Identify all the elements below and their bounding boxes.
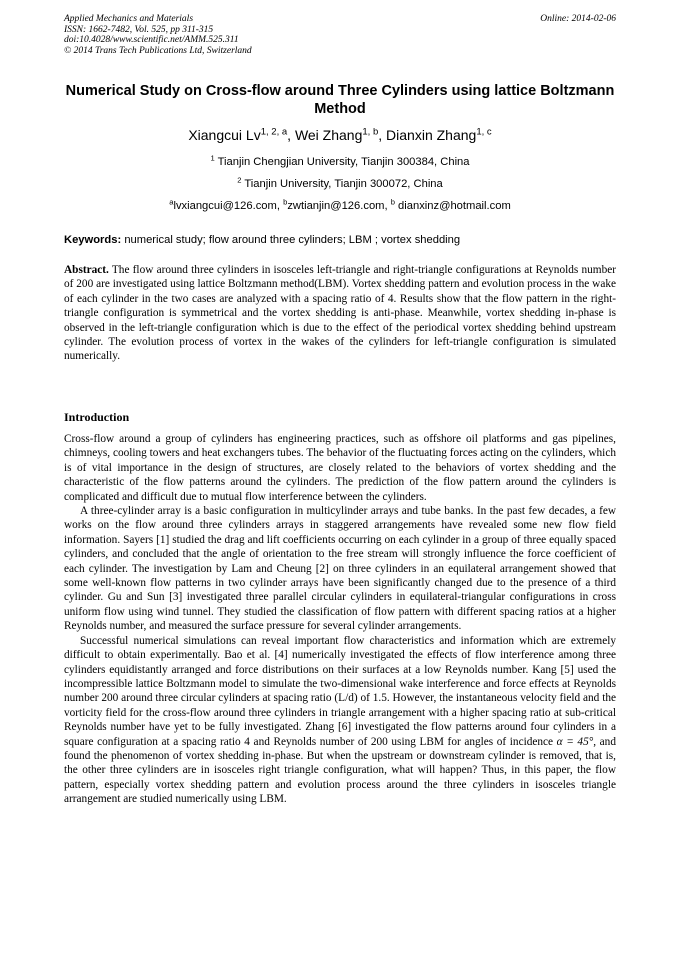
introduction-body: [64, 432, 616, 807]
copyright-line: © 2014 Trans Tech Publications Ltd, Switzerland: [64, 45, 252, 56]
author: Xiangcui Lv$^{1, 2, a}$,: [188, 126, 295, 143]
issn-line: ISSN: 1662-7482, Vol. 525, pp 311-315: [64, 24, 214, 35]
email-link[interactable]: $^b$ dianxinz@hotmail.com: [390, 197, 511, 212]
incidence-angle-expression: α = 45°: [556, 735, 594, 748]
affiliation-2: $^2$ Tianjin University, Tianjin 300072, China: [237, 175, 443, 190]
paragraph: Cross-flow around a group of cylinders has engineering practices, such as offshore oil platforms and gas pipelines, chimneys, cooling towers and heat exchangers tubes. The behavior of the fluctuating forces acting on the cylinders, which is of vital importance in the design of structures, are closely related to the behaviors of vortex shedding and the characteristic of the flow patterns around the cylinders. The prediction of the flow pattern around the cylinders is complicated and difficult due to mutual flow interference between the cylinders.: [64, 433, 616, 503]
paragraph: A three-cylinder array is a basic configuration in multicylinder arrays and tube banks. In the past few decades, a few works on the flow around three cylinders arrays in staggered arrangements have revealed some new flow field information. Sayers [1] studied the drag and lift coefficients occurring on each cylinder in a group of three equally spaced cylinders, and concluded that the angle of orientation to the free stream will strongly influence the force coefficient of each cylinder. The investigation by Lam and Cheung [2] on three cylinders in an equilateral arrangement showed that some well-known flow patterns in two cylinder arrays have been significantly changed due to the presence of a third cylinder. Gu and Sun [3] investigated three parallel circular cylinders in equilateral-triangular configurations in cross uniform flow using wind tunnel. They studied the classification of flow pattern with different spacing ratios at a higher Reynolds number, and measured the surface pressure for several cylinder arrangements.: [64, 505, 616, 633]
keywords: [64, 233, 616, 247]
affiliation-1: $^1$ Tianjin Chengjian University, Tianjin 300384, China: [210, 153, 470, 168]
paper-title: Numerical Study on Cross-flow around Three Cylinders using lattice Boltzmann Method: [65, 83, 615, 117]
author-list: [64, 126, 616, 144]
author: Dianxin Zhang$^{1, c}$: [386, 126, 492, 143]
doi-line: doi:10.4028/www.scientific.net/AMM.525.311: [64, 35, 239, 46]
abstract-text: The flow around three cylinders in isosceles left-triangle and right-triangle configurations at Reynolds number of 200 are investigated using lattice Boltzmann method(LBM). Vortex shedding pattern and evolution process in the wake of each cylinder in the two cases are analyzed with a spacing ratio of 4. Results show that the flow pattern in the right-triangle configuration is symmetrical and the vortex shedding is anti-phase. Meanwhile, vortex shedding in-phase is observed in the left-triangle configuration which is due to the effect of the periodical vortex shedding behind upstream cylinder. The evolution process of vortex in the wakes of the cylinders for left-triangle configuration is simulated numerically.: [64, 264, 617, 363]
journal-name: Applied Mechanics and Materials: [64, 14, 194, 24]
paragraph: Successful numerical simulations can reveal important flow characteristics and information which are extremely difficult to obtain experimentally. Bao et al. [4] numerically investigated the effects of flow interference among three cylinders equidistantly arranged and force distributions on their surfaces at a low Reynolds number. Kang [5] used the incompressible lattice Boltzmann model to simulate the two-dimensional wake interference and force effects at Reynolds number 200 around three circular cylinders at spacing ratio (L/d) of 1.5. However, the instantaneous velocity field and the vorticity field for the cross-flow around three cylinders in triangle arrangement with a higher spacing ratio at sub-critical Reynolds number have yet to be fully investigated. Zhang [6] investigated the flow patterns around four cylinders in a square configuration at a spacing ratio 4 and Reynolds number of 200 using LBM for angles of incidence α = 45°, and found the phenomenon of vortex shedding in-phase. But when the upstream or downstream cylinder is removed, that is, the other three cylinders are in isosceles right triangle configuration, what will happen? Thus, in this paper, the flow pattern, especially vortex shedding pattern and evolution process around the three cylinders in isosceles triangle arrangement are studied numerically using LBM.: [64, 634, 616, 806]
email-link[interactable]: $^a$lvxiangcui@126.com: [169, 197, 277, 212]
author: Wei Zhang$^{1, b}$,: [294, 126, 387, 143]
online-date: Online: 2014-02-06: [540, 14, 616, 24]
keywords-label: Keywords:: [64, 234, 122, 246]
journal-header: [64, 14, 252, 56]
author-emails: $^a$lvxiangcui@126.com, $^b$zwtianjin@126.com, $^b$ dianxinz@hotmail.com: [169, 197, 511, 212]
section-heading-introduction: Introduction: [64, 410, 130, 424]
abstract: [64, 263, 616, 364]
email-link[interactable]: $^b$zwtianjin@126.com: [283, 197, 385, 212]
abstract-label: Abstract.: [64, 264, 109, 276]
keywords-text: numerical study; flow around three cylinders; LBM ; vortex shedding: [124, 234, 461, 246]
